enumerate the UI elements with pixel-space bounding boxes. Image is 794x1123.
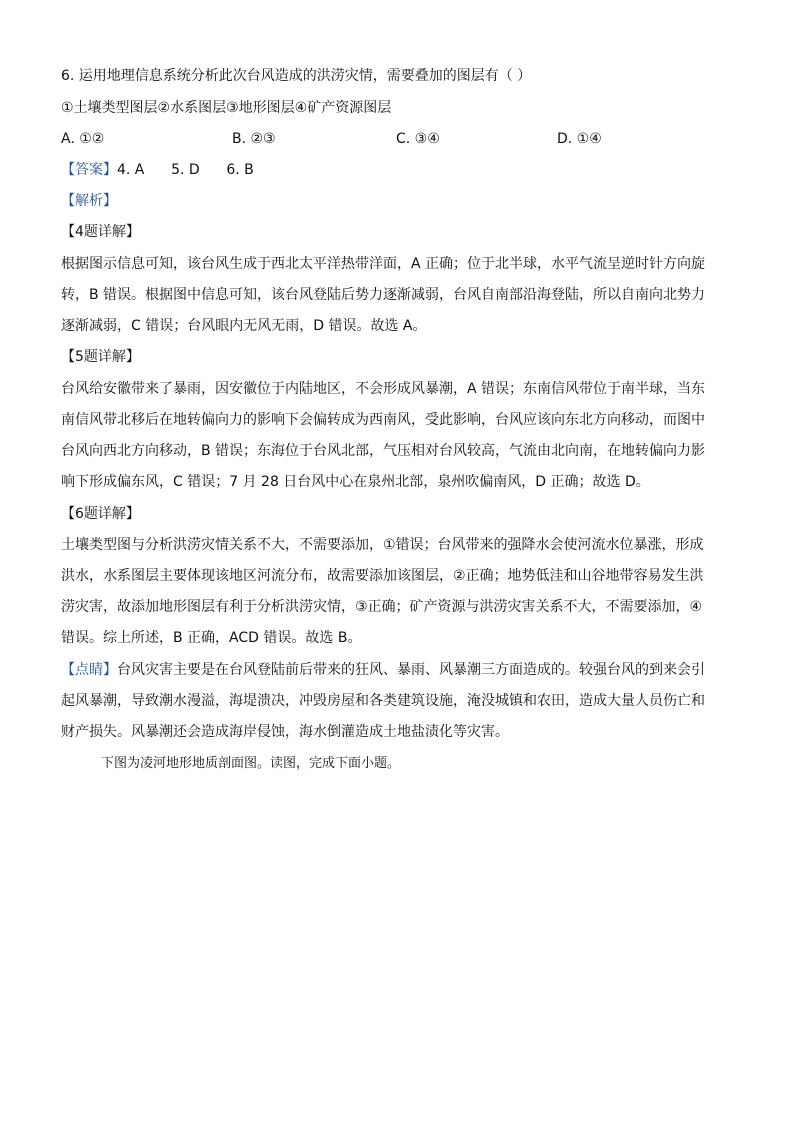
q4-heading: 【4题详解】	[61, 224, 140, 240]
option-c: C. ③④	[396, 131, 440, 147]
tip-line: 起风暴潮，导致潮水漫溢，海堤溃决，冲毁房屋和各类建筑设施，淹没城镇和农田，造成大量人员伤亡和	[61, 693, 705, 709]
option-d: D. ①④	[557, 131, 602, 147]
q6-heading: 【6题详解】	[61, 506, 140, 522]
answer-label: 【答案】	[61, 162, 117, 178]
option-a: A. ①②	[61, 131, 105, 147]
q4-line: 逐渐减弱，C 错误；台风眼内无风无雨，D 错误。故选 A。	[61, 318, 427, 334]
tip-first-line: 台风灾害主要是在台风登陆前后带来的狂风、暴雨、风暴潮三方面造成的。较强台风的到来会引	[117, 662, 705, 678]
q5-line: 台风向西北方向移动，B 错误；东海位于台风北部，气压相对台风较高，气流由北向南，在地转偏向力影	[61, 443, 706, 459]
q5-line: 南信风带北移后在地转偏向力的影响下会偏转成为西南风，受此影响，台风应该向东北方向移动，而图中	[61, 412, 705, 428]
question-6-stem: 6. 运用地理信息系统分析此次台风造成的洪涝灾情，需要叠加的图层有（ ）	[61, 68, 532, 84]
q5-heading: 【5题详解】	[61, 349, 140, 365]
next-question-intro: 下图为凌河地形地质剖面图。读图，完成下面小题。	[101, 756, 401, 771]
question-6-items: ①土壤类型图层②水系图层③地形图层④矿产资源图层	[61, 100, 392, 116]
tip-label: 【点睛】	[61, 662, 117, 678]
q6-line: 洪水，水系图层主要体现该地区河流分布，故需要添加该图层，②正确；地势低洼和山谷地带容易发生洪	[61, 568, 704, 584]
answer-text: 4. A 5. D 6. B	[117, 162, 254, 178]
q6-line: 错误。综上所述，B 正确，ACD 错误。故选 B。	[61, 630, 362, 646]
q4-line: 根据图示信息可知，该台风生成于西北太平洋热带洋面，A 正确；位于北半球，水平气流呈逆时针方向旋	[61, 256, 706, 272]
analysis-label: 【解析】	[61, 193, 117, 209]
tip-line: 财产损失。风暴潮还会造成海岸侵蚀，海水倒灌造成土地盐渍化等灾害。	[61, 724, 509, 740]
q6-line: 土壤类型图与分析洪涝灾情关系不大，不需要添加，①错误；台风带来的强降水会使河流水位暴涨，形成	[61, 537, 704, 553]
q5-line: 响下形成偏东风，C 错误；7 月 28 日台风中心在泉州北部，泉州吹偏南风，D 正确；故选 D。	[61, 474, 650, 490]
tip-line	[61, 660, 705, 680]
q4-line: 转，B 错误。根据图中信息可知，该台风登陆后势力逐渐减弱，台风自南部沿海登陆，所以自南向北势力	[61, 287, 706, 303]
q5-line: 台风给安徽带来了暴雨，因安徽位于内陆地区，不会形成风暴潮，A 错误；东南信风带位于南半球，当东	[61, 381, 706, 397]
option-b: B. ②③	[232, 131, 276, 147]
answer-line	[61, 160, 254, 180]
q6-line: 涝灾害，故添加地形图层有利于分析洪涝灾情，③正确；矿产资源与洪涝灾害关系不大，不需要添加，④	[61, 599, 703, 615]
